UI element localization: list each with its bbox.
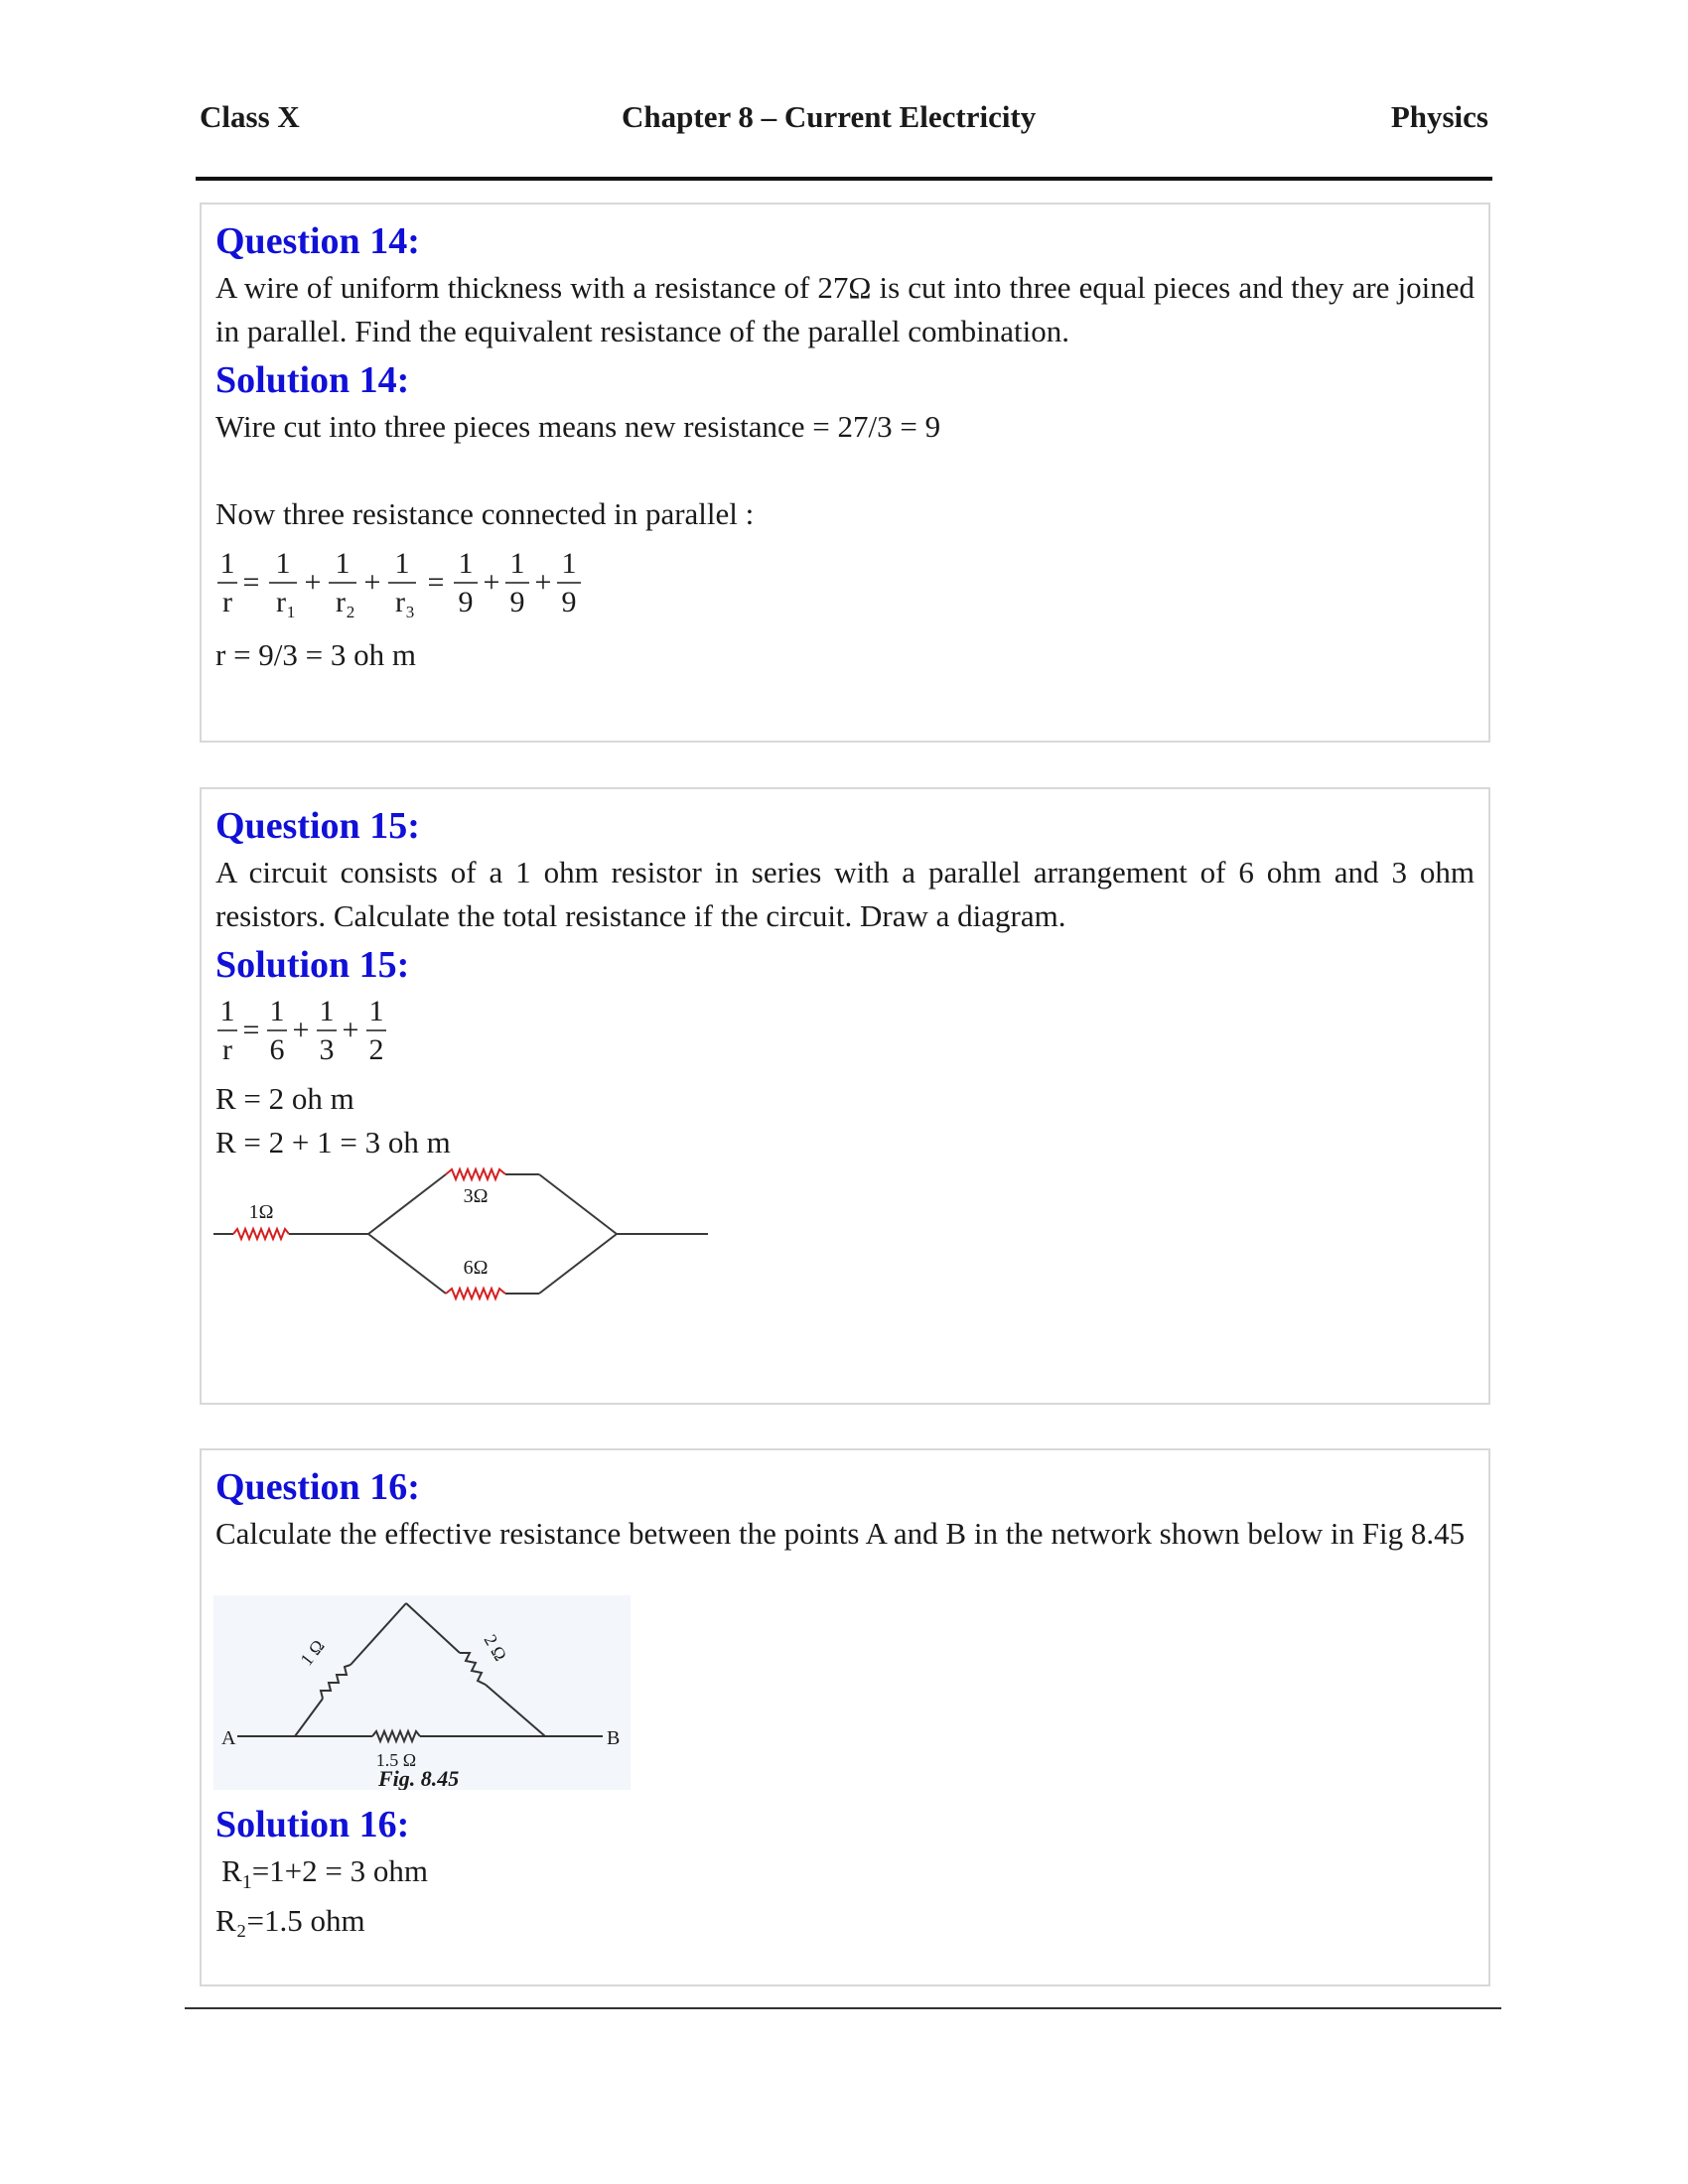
- solution-15-line2: R = 2 + 1 = 3 oh m: [215, 1125, 451, 1160]
- svg-text:3: 3: [319, 1033, 335, 1066]
- question-16-title: Question 16:: [215, 1466, 420, 1508]
- svg-text:9: 9: [509, 586, 525, 618]
- question-15-title: Question 15:: [215, 805, 420, 847]
- label-6ohm: 6Ω: [463, 1257, 489, 1279]
- question-16-text: Calculate the effective resistance between the points A and B in the network shown below in Fig 8.45: [215, 1516, 1466, 1551]
- footer-divider: [185, 2007, 1501, 2009]
- question-16-card: [200, 1448, 1490, 1986]
- solution-14-title: Solution 14:: [215, 359, 410, 401]
- solution-16-line1-rest: =1+2 = 3 ohm: [251, 1853, 428, 1888]
- svg-text:9: 9: [561, 586, 577, 618]
- label-2ohm-fig: 2 Ω: [480, 1631, 511, 1665]
- svg-text:1: 1: [335, 547, 351, 580]
- svg-text:r: r: [336, 586, 346, 618]
- svg-text:1: 1: [319, 995, 335, 1027]
- label-1-5ohm: 1.5 Ω: [375, 1750, 417, 1770]
- svg-text:3: 3: [405, 603, 415, 621]
- question-14-text: A wire of uniform thickness with a resistance of 27Ω is cut into three equal pieces and they are joined in parallel. Find the equivalent resistance of the parallel combination.: [215, 270, 1475, 348]
- solution-16-line1-sub: 1: [241, 1871, 252, 1894]
- solution-15-line1: R = 2 oh m: [215, 1081, 354, 1116]
- svg-text:1: 1: [286, 603, 296, 621]
- solution-16-line1-symbol: R: [221, 1853, 242, 1888]
- label-1ohm-fig: 1 Ω: [296, 1635, 329, 1670]
- question-15-card: [200, 787, 1490, 1405]
- svg-text:2: 2: [346, 603, 355, 621]
- svg-text:+: +: [483, 566, 500, 599]
- solution-15-equation: [211, 994, 410, 1074]
- solution-14-result: r = 9/3 = 3 oh m: [215, 637, 417, 672]
- solution-14-line1: Wire cut into three pieces means new resistance = 27/3 = 9: [215, 409, 941, 444]
- question-14-card: [200, 203, 1490, 743]
- figure-caption: Fig. 8.45: [378, 1766, 460, 1790]
- svg-text:2: 2: [368, 1033, 384, 1066]
- svg-text:+: +: [363, 566, 381, 599]
- svg-text:1: 1: [561, 547, 577, 580]
- resistor-6ohm: [446, 1289, 505, 1298]
- svg-text:1: 1: [394, 547, 410, 580]
- page-header: [198, 99, 1488, 139]
- svg-text:=: =: [427, 566, 445, 599]
- svg-text:6: 6: [269, 1033, 285, 1066]
- label-1ohm: 1Ω: [248, 1201, 274, 1223]
- svg-text:=: =: [242, 1014, 260, 1046]
- svg-text:+: +: [534, 566, 552, 599]
- svg-text:=: =: [242, 566, 260, 599]
- svg-text:r: r: [395, 586, 405, 618]
- svg-text:1: 1: [509, 547, 525, 580]
- svg-text:1: 1: [219, 995, 235, 1027]
- svg-text:+: +: [304, 566, 322, 599]
- svg-text:1: 1: [458, 547, 474, 580]
- label-a: A: [221, 1727, 236, 1749]
- svg-text:r: r: [222, 1033, 232, 1066]
- resistor-1ohm: [233, 1229, 289, 1239]
- header-class: Class X: [200, 99, 300, 134]
- circuit-diagram-15: [211, 1166, 728, 1310]
- header-divider: [196, 177, 1492, 181]
- svg-text:1: 1: [368, 995, 384, 1027]
- svg-text:9: 9: [458, 586, 474, 618]
- question-15-text: A circuit consists of a 1 ohm resistor in series with a parallel arrangement of 6 ohm and 3 ohm resistors. Calculate the total resistance if the circuit. Draw a diagram.: [215, 855, 1475, 933]
- solution-14-line2: Now three resistance connected in parallel :: [215, 496, 755, 531]
- label-b: B: [607, 1727, 621, 1749]
- solution-16-line1: [221, 1851, 428, 1902]
- eq14-lhs-den: r: [222, 586, 232, 618]
- svg-text:1: 1: [269, 995, 285, 1027]
- svg-text:+: +: [342, 1014, 359, 1046]
- header-chapter: Chapter 8 – Current Electricity: [622, 99, 1037, 134]
- solution-15-title: Solution 15:: [215, 944, 410, 986]
- header-subject: Physics: [1390, 99, 1488, 134]
- svg-text:r: r: [276, 586, 286, 618]
- eq14-lhs-num: 1: [219, 547, 235, 580]
- svg-text:+: +: [292, 1014, 310, 1046]
- question-14-title: Question 14:: [215, 220, 420, 262]
- svg-text:1: 1: [275, 547, 291, 580]
- solution-14-equation: [211, 546, 629, 626]
- solution-16-title: Solution 16:: [215, 1804, 410, 1845]
- resistor-3ohm: [446, 1169, 505, 1179]
- label-3ohm: 3Ω: [463, 1185, 489, 1207]
- figure-8-45: [213, 1595, 631, 1795]
- solution-16-line2: R₂=1.5 ohm: [215, 1903, 365, 1938]
